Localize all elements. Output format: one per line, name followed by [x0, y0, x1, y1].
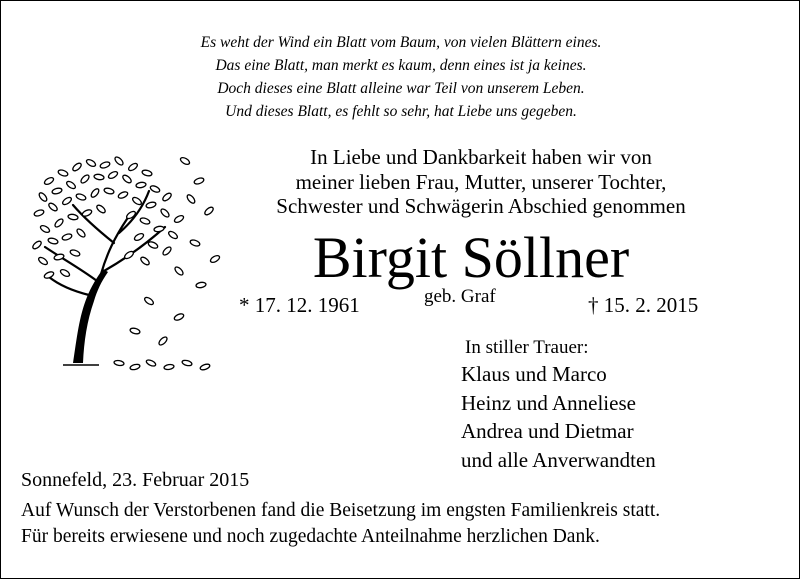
- windblown-tree-icon: [29, 141, 229, 381]
- place-date: Sonnefeld, 23. Februar 2015: [21, 469, 250, 491]
- mourner-name: Heinz und Anneliese: [461, 390, 636, 415]
- mourners-block: [461, 336, 761, 474]
- mourner-name: Klaus und Marco: [461, 362, 607, 386]
- mourner-name: und alle Anverwandten: [461, 447, 656, 472]
- poem-line: Es weht der Wind ein Blatt vom Baum, von vielen Blättern eines.: [200, 34, 602, 51]
- poem-line: Und dieses Blatt, es fehlt so sehr, hat Liebe uns gegeben.: [225, 103, 577, 120]
- memorial-poem: [101, 31, 701, 123]
- intro-line: meiner lieben Frau, Mutter, unserer Tochter,: [295, 169, 667, 194]
- intro-line: In Liebe und Dankbarkeit haben wir von: [310, 145, 652, 169]
- poem-line: Doch dieses eine Blatt alleine war Teil von unserem Leben.: [217, 80, 585, 97]
- maiden-name: geb. Graf: [424, 286, 496, 307]
- deceased-name: Birgit Söllner: [312, 225, 630, 290]
- poem-line: Das eine Blatt, man merkt es kaum, denn eines ist ja keines.: [215, 57, 587, 74]
- birth-date: * 17. 12. 1961: [239, 293, 360, 317]
- footer-line: Auf Wunsch der Verstorbenen fand die Beisetzung im engsten Familienkreis statt.: [21, 500, 661, 521]
- footer-line: Für bereits erwiesene und noch zugedachte Anteilnahme herzlichen Dank.: [21, 526, 600, 547]
- mourners-heading: In stiller Trauer:: [465, 337, 589, 358]
- intro-text: [231, 145, 731, 219]
- footer-text: [21, 498, 660, 550]
- intro-line: Schwester und Schwägerin Abschied genommen: [276, 194, 686, 218]
- death-date: † 15. 2. 2015: [588, 293, 699, 317]
- mourner-name: Andrea und Dietmar: [461, 419, 634, 443]
